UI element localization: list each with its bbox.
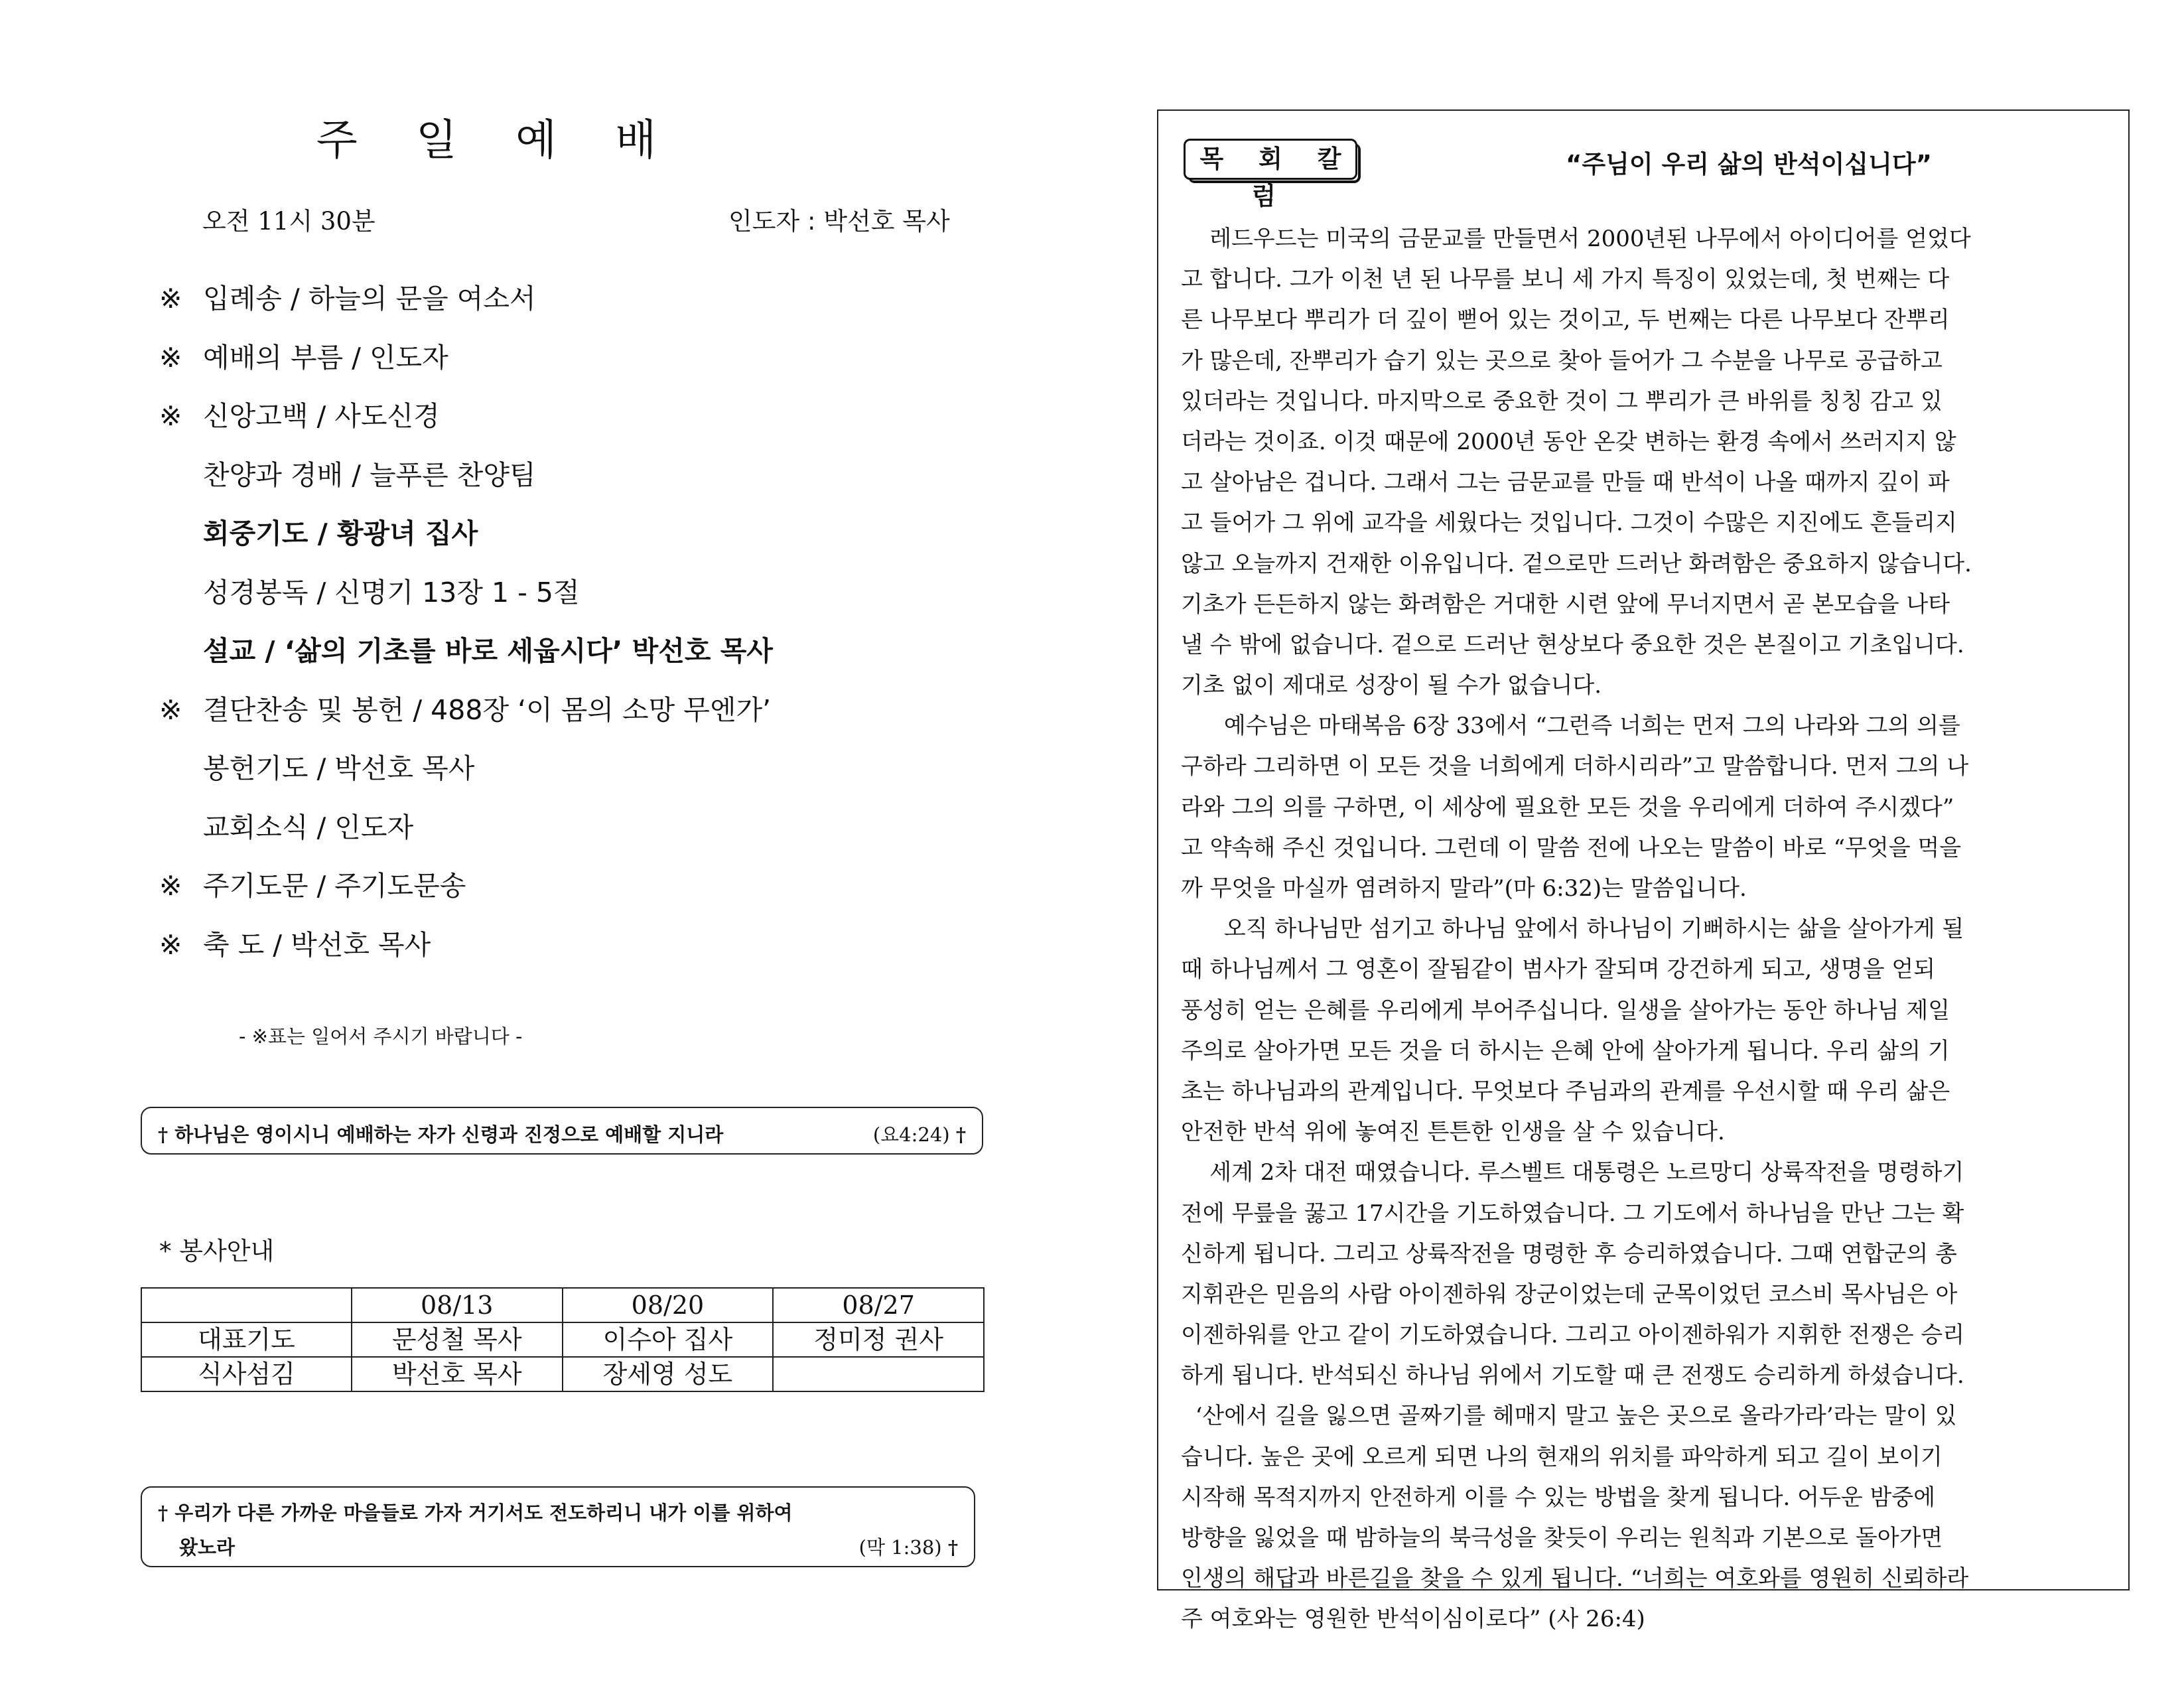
column-line: 더라는 것이죠. 이것 때문에 2000년 동안 온갖 변하는 환경 속에서 쓰러지지 않 <box>1181 428 1956 455</box>
column-line: 고 약속해 주신 것입니다. 그런데 이 말씀 전에 나오는 말씀이 바로 “무엇을 먹을 <box>1181 834 1962 861</box>
verse-text: † 하나님은 영이시니 예배하는 자가 신령과 진정으로 예배할 지니라 <box>158 1123 724 1146</box>
column-line: 기초가 든든하지 않는 화려함은 거대한 시련 앞에 무너지면서 곧 본모습을 나타 <box>1181 591 1950 618</box>
column-line: 방향을 잃었을 때 밤하늘의 북극성을 찾듯이 우리는 원칙과 기본으로 돌아가면 <box>1181 1525 1943 1551</box>
table-cell: 08/27 <box>773 1288 984 1322</box>
column-line: 고 들어가 그 위에 교각을 세웠다는 것입니다. 그것이 수많은 지진에도 흔들리지 <box>1181 510 1957 537</box>
table-cell: 대표기도 <box>141 1322 352 1357</box>
table-cell: 08/13 <box>352 1288 563 1322</box>
stand-mark: ※ <box>159 400 182 432</box>
column-line: 않고 오늘까지 건재한 이유입니다. 겉으로만 드러난 화려함은 중요하지 않습니다. <box>1181 550 1972 577</box>
table-cell <box>773 1357 984 1391</box>
verse-reference: (요4:24) † <box>872 1123 966 1146</box>
order-item-text: 주기도문 / 주기도문송 <box>203 870 466 902</box>
worship-order-page <box>0 0 1088 1692</box>
column-line: 안전한 반석 위에 놓여진 튼튼한 인생을 살 수 있습니다. <box>1181 1119 1725 1146</box>
column-body <box>1181 219 2107 1640</box>
table-cell: 이수아 집사 <box>563 1322 774 1357</box>
stand-mark: ※ <box>159 870 182 902</box>
column-line: 지휘관은 믿음의 사람 아이젠하워 장군이었는데 군목이었던 코스비 목사님은 아 <box>1181 1281 1958 1308</box>
table-row <box>141 1322 984 1357</box>
stand-mark: ※ <box>159 693 182 726</box>
verse-reference: (막 1:38) † <box>858 1536 958 1559</box>
column-line: 때 하나님께서 그 영혼이 잘됨같이 범사가 잘되며 강건하게 되고, 생명을 얻되 <box>1181 956 1936 983</box>
column-line: 풍성히 얻는 은혜를 우리에게 부어주십니다. 일생을 살아가는 동안 하나님 제일 <box>1181 997 1950 1024</box>
verse-text-line: 왔노라 <box>179 1536 236 1559</box>
column-line: 고 살아남은 겁니다. 그래서 그는 금문교를 만들 때 반석이 나올 때까지 깊이 파 <box>1181 469 1950 496</box>
column-line: 낼 수 밖에 없습니다. 겉으로 드러난 현상보다 중요한 것은 본질이고 기초입니다. <box>1181 631 1964 658</box>
column-line: ‘산에서 길을 잃으면 골짜기를 헤매지 말고 높은 곳으로 올라가라’라는 말이 있 <box>1181 1403 1957 1430</box>
stand-note: - ※표는 일어서 주시기 바랍니다 - <box>239 1025 523 1048</box>
page-title: 주 일 예 배 <box>316 116 679 165</box>
column-line: 까 무엇을 마실까 염려하지 말라”(마 6:32)는 말씀입니다. <box>1181 875 1747 902</box>
order-item-text: 축 도 / 박선호 목사 <box>203 928 431 961</box>
order-item-text: 예배의 부름 / 인도자 <box>203 341 448 374</box>
verse-box-john <box>141 1107 983 1155</box>
table-cell <box>141 1288 352 1322</box>
column-line: 습니다. 높은 곳에 오르게 되면 나의 현재의 위치를 파악하게 되고 길이 보이기 <box>1181 1443 1943 1470</box>
column-line: 시작해 목적지까지 안전하게 이를 수 있는 방법을 찾게 됩니다. 어두운 밤중에 <box>1181 1484 1936 1511</box>
table-cell: 정미정 권사 <box>773 1322 984 1357</box>
column-line: 있더라는 것입니다. 마지막으로 중요한 것이 그 뿌리가 큰 바위를 칭칭 감고 있 <box>1181 388 1943 415</box>
table-cell: 08/20 <box>563 1288 774 1322</box>
service-leader: 인도자 : 박선호 목사 <box>728 207 950 236</box>
column-line: 주의로 살아가면 모든 것을 더 하시는 은혜 안에 살아가게 됩니다. 우리 삶의 기 <box>1181 1037 1950 1064</box>
stand-mark: ※ <box>159 283 182 315</box>
column-line: 고 합니다. 그가 이천 년 된 나무를 보니 세 가지 특징이 있었는데, 첫 번째는 다 <box>1181 266 1950 293</box>
order-item-text: 설교 / ‘삶의 기초를 바로 세웁시다’ 박선호 목사 <box>203 635 773 667</box>
table-row <box>141 1288 984 1322</box>
column-line: 신하게 됩니다. 그리고 상륙작전을 명령한 후 승리하였습니다. 그때 연합군의 총 <box>1181 1240 1957 1267</box>
column-line: 주 여호와는 영원한 반석이심이로다” (사 26:4) <box>1181 1606 1645 1633</box>
order-item-text: 교회소식 / 인도자 <box>203 811 414 843</box>
verse-text-line: † 우리가 다른 가까운 마을들로 가자 거기서도 전도하리니 내가 이를 위하여 <box>158 1502 793 1524</box>
service-time: 오전 11시 30분 <box>202 207 375 236</box>
column-line: 기초 없이 제대로 성장이 될 수가 없습니다. <box>1181 672 1602 699</box>
column-line: 세계 2차 대전 때였습니다. 루스벨트 대통령은 노르망디 상륙작전을 명령하기 <box>1181 1159 1964 1186</box>
service-heading: * 봉사안내 <box>159 1237 275 1265</box>
column-line: 전에 무릎을 꿇고 17시간을 기도하였습니다. 그 기도에서 하나님을 만난 그는 확 <box>1181 1200 1964 1227</box>
service-schedule-table <box>141 1287 985 1392</box>
order-item-text: 입례송 / 하늘의 문을 여소서 <box>203 283 536 315</box>
order-item-text: 신앙고백 / 사도신경 <box>203 400 440 432</box>
stand-mark: ※ <box>159 341 182 374</box>
order-item-text: 결단찬송 및 봉헌 / 488장 ‘이 몸의 소망 무엔가’ <box>203 693 772 726</box>
verse-box-mark <box>141 1486 975 1567</box>
table-cell: 문성철 목사 <box>352 1322 563 1357</box>
column-line: 하게 됩니다. 반석되신 하나님 위에서 기도할 때 큰 전쟁도 승리하게 하셨습니다. <box>1181 1362 1964 1389</box>
column-line: 레드우드는 미국의 금문교를 만들면서 2000년된 나무에서 아이디어를 얻었다 <box>1181 226 1971 252</box>
column-line: 초는 하나님과의 관계입니다. 무엇보다 주님과의 관계를 우선시할 때 우리 삶은 <box>1181 1078 1950 1105</box>
order-item-text: 찬양과 경배 / 늘푸른 찬양팀 <box>203 458 536 491</box>
table-row <box>141 1357 984 1391</box>
column-line: 른 나무보다 뿌리가 더 깊이 뻗어 있는 것이고, 두 번째는 다른 나무보다 잔뿌리 <box>1181 307 1950 334</box>
column-line: 오직 하나님만 섬기고 하나님 앞에서 하나님이 기뻐하시는 삶을 살아가게 될 <box>1181 916 1964 943</box>
table-cell: 장세영 성도 <box>563 1357 774 1391</box>
column-title: “주님이 우리 삶의 반석이십니다” <box>1566 150 1932 178</box>
column-line: 인생의 해답과 바른길을 찾을 수 있게 됩니다. “너희는 여호와를 영원히 신뢰하라 <box>1181 1565 1969 1592</box>
column-line: 예수님은 마태복음 6장 33에서 “그런즉 너희는 먼저 그의 나라와 그의 의를 <box>1181 713 1960 740</box>
column-line: 구하라 그리하면 이 모든 것을 너희에게 더하시리라”고 말씀합니다. 먼저 그의 나 <box>1181 753 1969 780</box>
pastor-column <box>1157 109 2130 1633</box>
column-label: 목 회 칼 럼 <box>1184 139 1357 180</box>
order-item-text: 성경봉독 / 신명기 13장 1 - 5절 <box>203 576 580 608</box>
table-cell: 박선호 목사 <box>352 1357 563 1391</box>
column-line: 라와 그의 의를 구하면, 이 세상에 필요한 모든 것을 우리에게 더하여 주시겠다” <box>1181 794 1954 821</box>
table-cell: 식사섬김 <box>141 1357 352 1391</box>
column-line: 가 많은데, 잔뿌리가 습기 있는 곳으로 찾아 들어가 그 수분을 나무로 공급하고 <box>1181 347 1943 374</box>
column-line: 이젠하워를 안고 같이 기도하였습니다. 그리고 아이젠하워가 지휘한 전쟁은 승리 <box>1181 1322 1965 1349</box>
order-item-text: 봉헌기도 / 박선호 목사 <box>203 752 475 784</box>
stand-mark: ※ <box>159 928 182 961</box>
order-item-text: 회중기도 / 황광녀 집사 <box>203 518 478 549</box>
